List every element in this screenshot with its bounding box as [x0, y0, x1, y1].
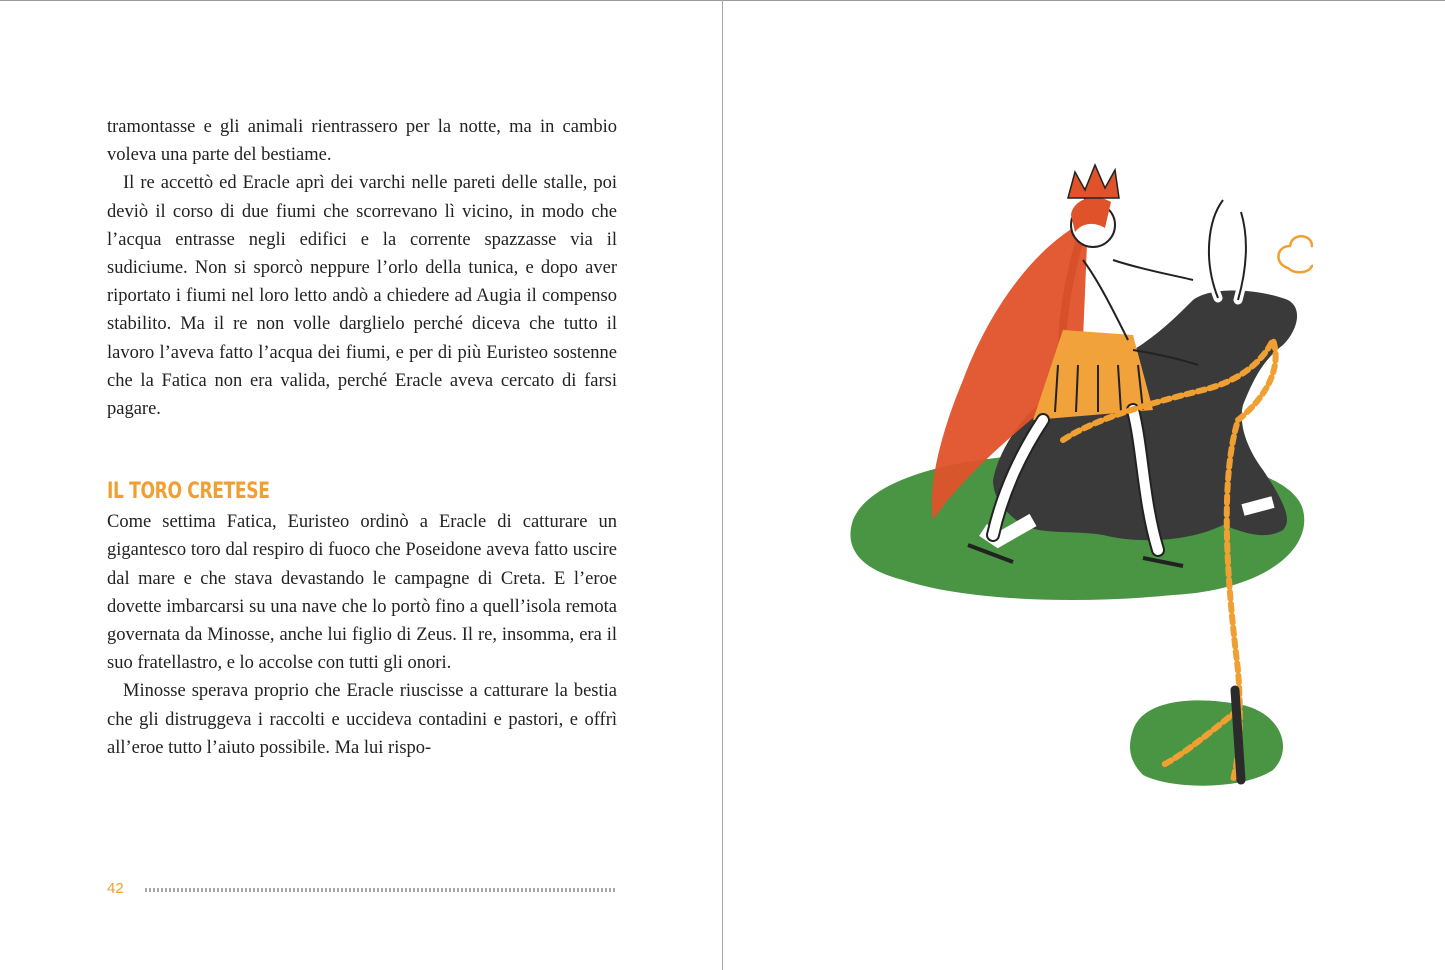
left-page	[0, 0, 722, 970]
body-text	[107, 113, 617, 762]
section-heading: IL TORO CRETESE	[107, 479, 270, 505]
heracles-bull-illustration	[843, 150, 1313, 800]
small-grass-patch-icon	[1130, 700, 1283, 785]
paragraph-2: Il re accettò ed Eracle aprì dei varchi nelle pareti delle stalle, poi deviò il corso di due fiumi che scorrevano lì vicino, in modo che l’acqua entrasse negli edifici e la corrente spazzasse via il sudiciume. Non si sporcò neppure l’orlo della tunica, e dopo aver riportato i fiumi nel loro letto andò a chiedere ad Augia il compenso stabilito. Ma il re non volle darglielo perché diceva che tutto il lavoro l’aveva fatto l’acqua dei fiumi, e per di più Euristeo sostenne che la Fatica non era valida, perché Eracle aveva cercato di farsi pagare.	[107, 173, 617, 420]
footer-rule	[145, 888, 617, 892]
right-page	[723, 0, 1445, 970]
paragraph-3: Come settima Fatica, Euristeo ordinò a Eracle di catturare un gigantesco toro dal respiro di fuoco che Poseidone aveva fatto uscire dal mare e che stava devastando le campagne di Creta. E l’eroe dovette imbarcarsi su una nave che lo portò fino a quell’isola remota governata da Minosse, anche lui figlio di Zeus. Il re, insomma, era il suo fratellastro, e lo accolse con tutti gli onori.	[107, 512, 617, 674]
stake-icon	[1235, 690, 1241, 780]
steam-icon	[1278, 228, 1313, 272]
paragraph-4: Minosse sperava proprio che Eracle riuscisse a catturare la bestia che gli distruggeva i raccolti e uccideva contadini e pastori, e offrì all’eroe tutto l’aiuto possibile. Ma lui rispo-	[107, 681, 617, 758]
page-number: 42	[107, 880, 124, 897]
crown-icon	[1068, 165, 1119, 198]
paragraph-1: tramontasse e gli animali rientrassero per la notte, ma in cambio voleva una parte del bestiame.	[107, 117, 617, 166]
